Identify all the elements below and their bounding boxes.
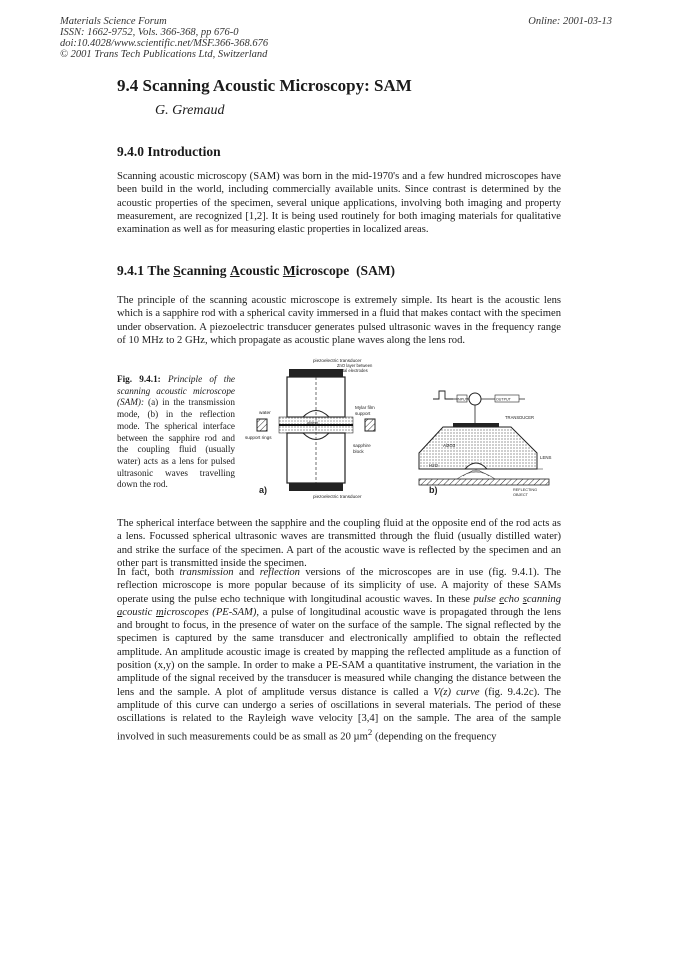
heading-word: icroscope — [295, 263, 350, 278]
lens-paragraph: The spherical interface between the sapphire and the coupling fluid at the opposite end of the rod acts as a lens. Focussed spherical ultrasonic waves are transmitted through the fluid (usually distilled water) and strike the surface of the specimen. A part of the acoustic wave is reflected by the specimen and an other part is transmitted inside the specimen. — [117, 518, 561, 569]
heading-word: The — [147, 263, 170, 278]
text-run: and — [239, 567, 255, 578]
text-letter: a — [117, 606, 123, 618]
paper-title: 9.4 Scanning Acoustic Microscopy: SAM — [117, 76, 412, 95]
label-block: block — [353, 449, 364, 454]
label-top-transducer: piezoelectric transducer — [313, 358, 362, 363]
journal-name: Materials Science Forum — [60, 16, 167, 27]
principle-paragraph: The principle of the scanning acoustic microscope is extremely simple. Its heart is the acoustic lens which is a sapphire rod with a spherical cavity immersed in a fluid that makes contact with the specimen under observation. A piezoelectric transducer generates pulsed ultrasonic waves in the frequency range of 10 MHz to 2 GHz, which propagate as acoustic plane waves along the lens rod. — [117, 295, 561, 346]
heading-letter: S — [173, 263, 181, 278]
text-run: versions of the microscopes are in use (fig. 9.4.1). The reflection microscope is more popular because of its simplicity of use. A majority of these SAMs operate using the pulse echo technique with longitudinal acoustic waves. In these — [117, 567, 562, 605]
author-name: G. Gremaud — [155, 103, 225, 118]
label-mylar-film: Mylar film — [355, 405, 375, 410]
online-date: Online: 2001-03-13 — [528, 16, 612, 27]
sam-principle-figure — [243, 357, 565, 502]
section-heading-sam — [117, 263, 395, 279]
panel-label-b: b) — [429, 485, 438, 495]
text-run: In fact, both — [117, 567, 175, 578]
wave-3 — [457, 472, 495, 479]
label-al2o3: Al2O3 — [443, 443, 456, 448]
text-italic: transmission — [179, 567, 234, 578]
text-run: (fig. 9.4.2c). The amplitude of this curve can undergo a series of oscillations in several materials. The period of these oscillations is related to the Rayleigh wave velocity [3,4] on the sample. The area of the sample involved in such measurements could be as small as 20 µm — [117, 686, 562, 743]
support-ring-left — [257, 419, 267, 431]
label-support-rings: support rings — [245, 435, 272, 440]
journal-metadata — [60, 16, 268, 60]
caption-label: Fig. 9.4.1: — [117, 374, 161, 384]
label-output: OUTPUT — [496, 397, 511, 402]
label-sapphire: sapphire — [353, 443, 371, 448]
label-object-b: OBJECT — [513, 493, 528, 497]
text-run: canning — [526, 593, 561, 605]
text-run: pulse — [473, 593, 496, 605]
label-metal-electrodes: metal electrodes — [337, 368, 368, 373]
heading-letter: M — [282, 263, 296, 278]
label-h2o: H2O — [429, 463, 439, 468]
label-input: INPUT — [457, 397, 468, 402]
label-lens: LENS — [540, 455, 552, 460]
circulator — [469, 393, 481, 405]
text-letter: m — [156, 606, 164, 618]
text-letter: s — [522, 593, 527, 605]
heading-letter: A — [229, 263, 240, 278]
doi-line: doi:10.4028/www.scientific.net/MSF.366-368.676 — [60, 38, 269, 49]
heading-word: canning — [180, 263, 227, 278]
text-run: cho — [503, 593, 520, 605]
section-heading-introduction: 9.4.0 Introduction — [117, 144, 221, 159]
reflection-mode-diagram — [419, 391, 552, 497]
pulse-signal — [433, 391, 453, 399]
reflecting-object — [419, 479, 549, 485]
panel-label-a: a) — [259, 485, 268, 495]
reflection-transducer — [453, 423, 499, 427]
caption-text: (a) in the transmission mode, (b) in the reflection mode. The spherical interface between the sapphire rod and the coupling fluid (usually water) acts as a lens for pulsed ultrasonic waves travelling down the rod. — [117, 397, 235, 490]
heading-abbreviation: (SAM) — [356, 263, 396, 278]
support-ring-right — [365, 419, 375, 431]
text-italic: V(z) curve — [433, 686, 480, 698]
label-bottom-transducer: piezoelectric transducer — [313, 494, 362, 499]
text-run: icroscopes (PE-SAM) — [163, 606, 257, 618]
label-water: water — [259, 411, 271, 416]
text-run: (depending on the frequency — [374, 731, 497, 743]
label-support: support — [355, 411, 371, 416]
text-run: , a pulse of longitudinal acoustic wave is propagated through the lens and brought to focus, in the presence of water on the surface of the sample. The signal reflected by the specimen is captured by the same transducer and electronically amplified to obtain the reflected amplitude. An amplitude acoustic image is created by mapping the reflected amplitude as a function of position (x,y) on the sample. In order to make a PE-SAM a quantitative instrument, the variation in the amplitude of the signal received by the transducer is measured while changing the distance between the lens and the sample. A plot of amplitude versus distance is called a — [117, 606, 561, 698]
bottom-transducer — [289, 483, 343, 491]
heading-number: 9.4.1 — [117, 263, 144, 278]
label-object: object — [307, 420, 318, 425]
text-letter: e — [499, 593, 504, 605]
superscript: 2 — [367, 726, 373, 737]
text-run: coustic — [122, 606, 153, 618]
issn-line: ISSN: 1662-9752, Vols. 366-368, pp 676-0 — [60, 27, 239, 38]
caption-title: Principle of the scanning acoustic microscope (SAM): — [117, 374, 235, 408]
top-transducer — [289, 369, 343, 377]
text-italic: reflection — [259, 567, 300, 578]
label-transducer: TRANSDUCER — [505, 415, 535, 420]
transmission-mode-diagram — [245, 358, 375, 499]
intro-paragraph: Scanning acoustic microscopy (SAM) was born in the mid-1970's and a few hundred microscopes have been build in the world, including commercially available units. Since contrast is determined by the acoustic properties of the specimen, several unique applications, involving both imaging and property measurement, are recognized [1,2]. It is being used routinely for both imaging materials for qualitative examination as well as for measuring elastic properties in localized areas. — [117, 171, 561, 236]
figure-caption — [117, 374, 235, 491]
heading-word: coustic — [239, 263, 280, 278]
label-zno-layer: ZnO layer between — [337, 363, 373, 368]
label-reflecting: REFLECTING — [513, 488, 538, 492]
reflection-paragraph — [117, 566, 561, 743]
copyright-line: © 2001 Trans Tech Publications Ltd, Switzerland — [60, 49, 268, 60]
